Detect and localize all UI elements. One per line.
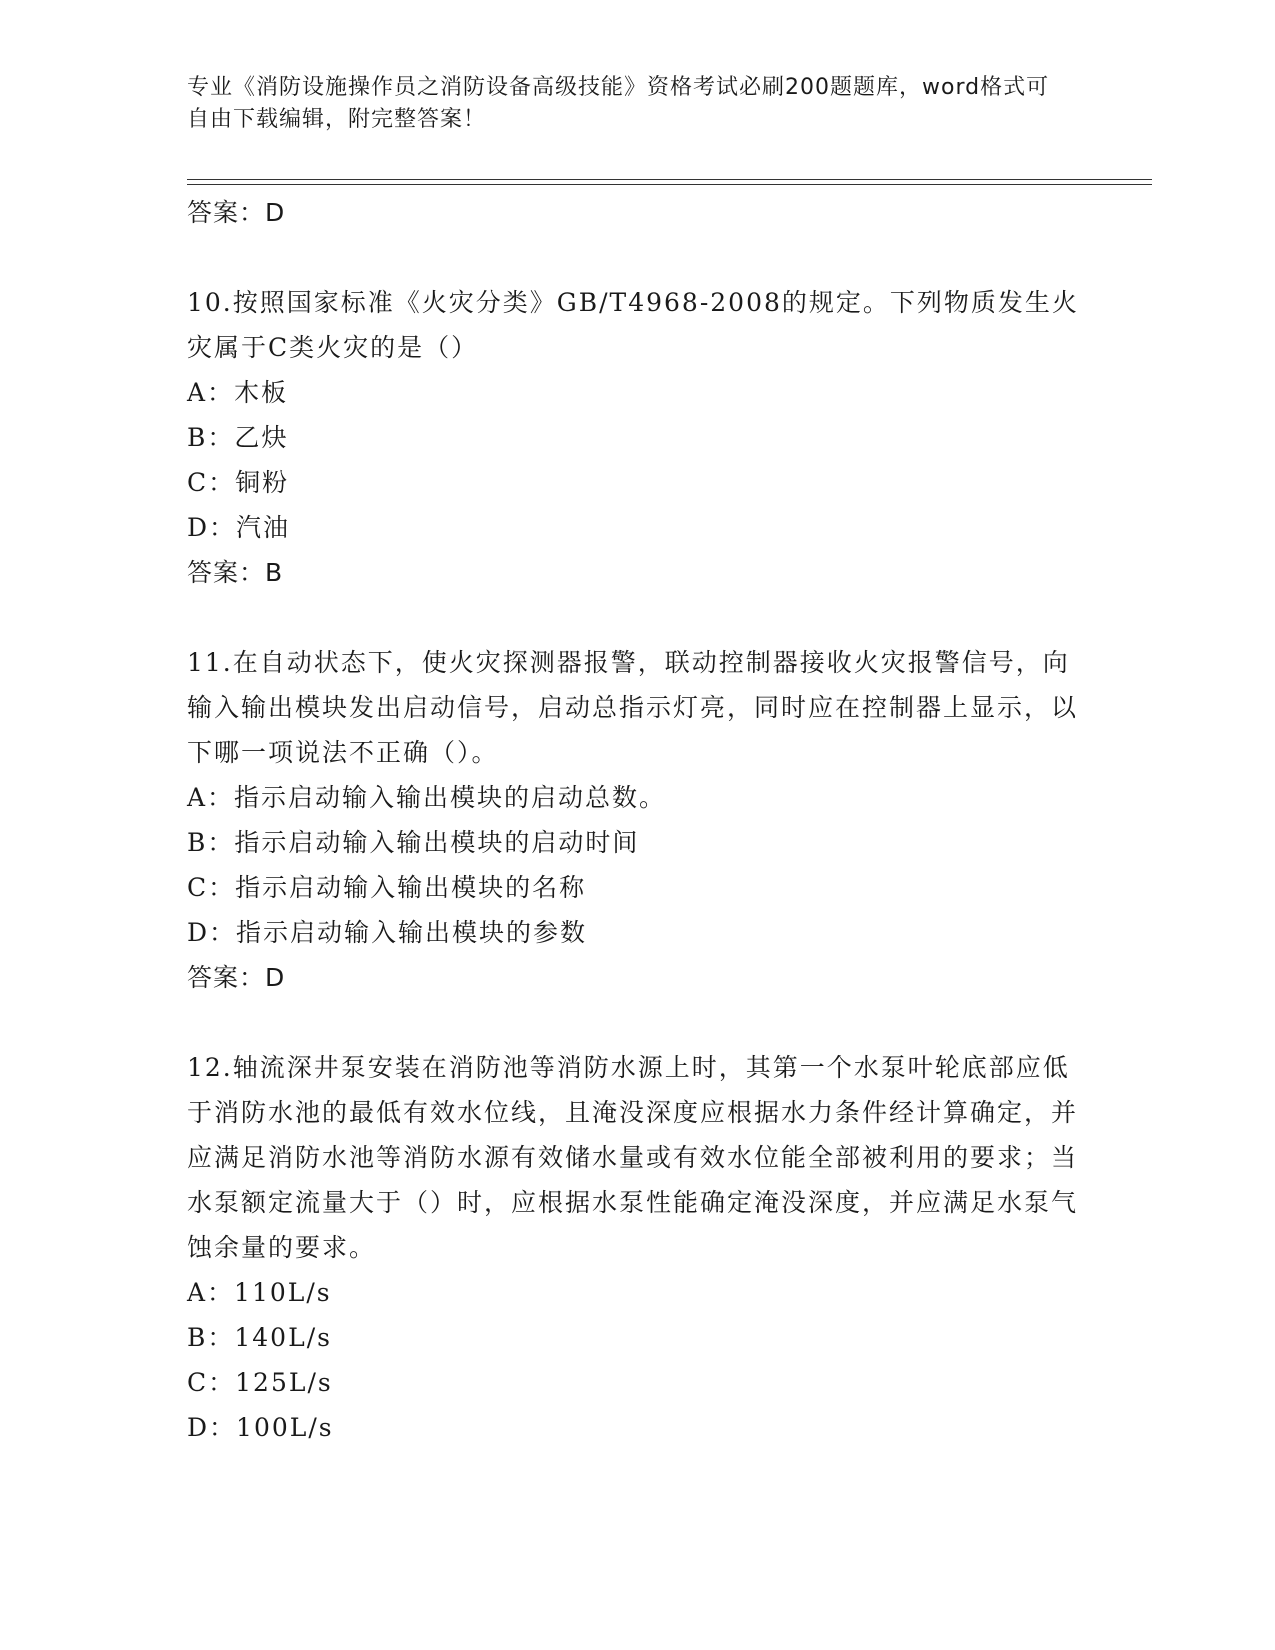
option-c: C：铜粉: [187, 468, 290, 497]
question-12: [187, 1045, 1087, 1450]
header-rule-top: [187, 179, 1152, 180]
answer-label: 答案：B: [187, 558, 284, 587]
option-d: D：汽油: [187, 513, 291, 542]
question-text: 11.在自动状态下，使火灾探测器报警，联动控制器接收火灾报警信号，向输入输出模块发出启动信号，启动总指示灯亮，同时应在控制器上显示，以下哪一项说法不正确（）。: [187, 648, 1079, 767]
option-b: B：乙炔: [187, 423, 289, 452]
option-a: A：110L/s: [187, 1278, 332, 1307]
question-10: [187, 280, 1087, 595]
answer-label: 答案：D: [187, 198, 286, 227]
option-c: C：指示启动输入输出模块的名称: [187, 873, 587, 902]
document-header: 专业《消防设施操作员之消防设备高级技能》资格考试必刷200题题库，word格式可自由下载编辑，附完整答案！: [187, 75, 1050, 132]
question-text: 10.按照国家标准《火灾分类》GB/T4968-2008的规定。下列物质发生火灾属于C类火灾的是（）: [187, 288, 1079, 362]
option-a: A：指示启动输入输出模块的启动总数。: [187, 783, 667, 812]
question-11: [187, 640, 1087, 1000]
option-b: B：指示启动输入输出模块的启动时间: [187, 828, 640, 857]
option-c: C：125L/s: [187, 1368, 333, 1397]
option-d: D：指示启动输入输出模块的参数: [187, 918, 588, 947]
question-text: 12.轴流深井泵安装在消防池等消防水源上时，其第一个水泵叶轮底部应低于消防水池的最低有效水位线，且淹没深度应根据水力条件经计算确定，并应满足消防水池等消防水源有效储水量或有效水位能全部被利用的要求；当水泵额定流量大于（）时，应根据水泵性能确定淹没深度，并应满足水泵气蚀余量的要求。: [187, 1053, 1079, 1262]
document-body: [187, 190, 1087, 1450]
option-d: D：100L/s: [187, 1413, 334, 1442]
option-a: A：木板: [187, 378, 289, 407]
option-b: B：140L/s: [187, 1323, 332, 1352]
answer-label: 答案：D: [187, 963, 286, 992]
header-rule-bottom: [187, 184, 1152, 185]
